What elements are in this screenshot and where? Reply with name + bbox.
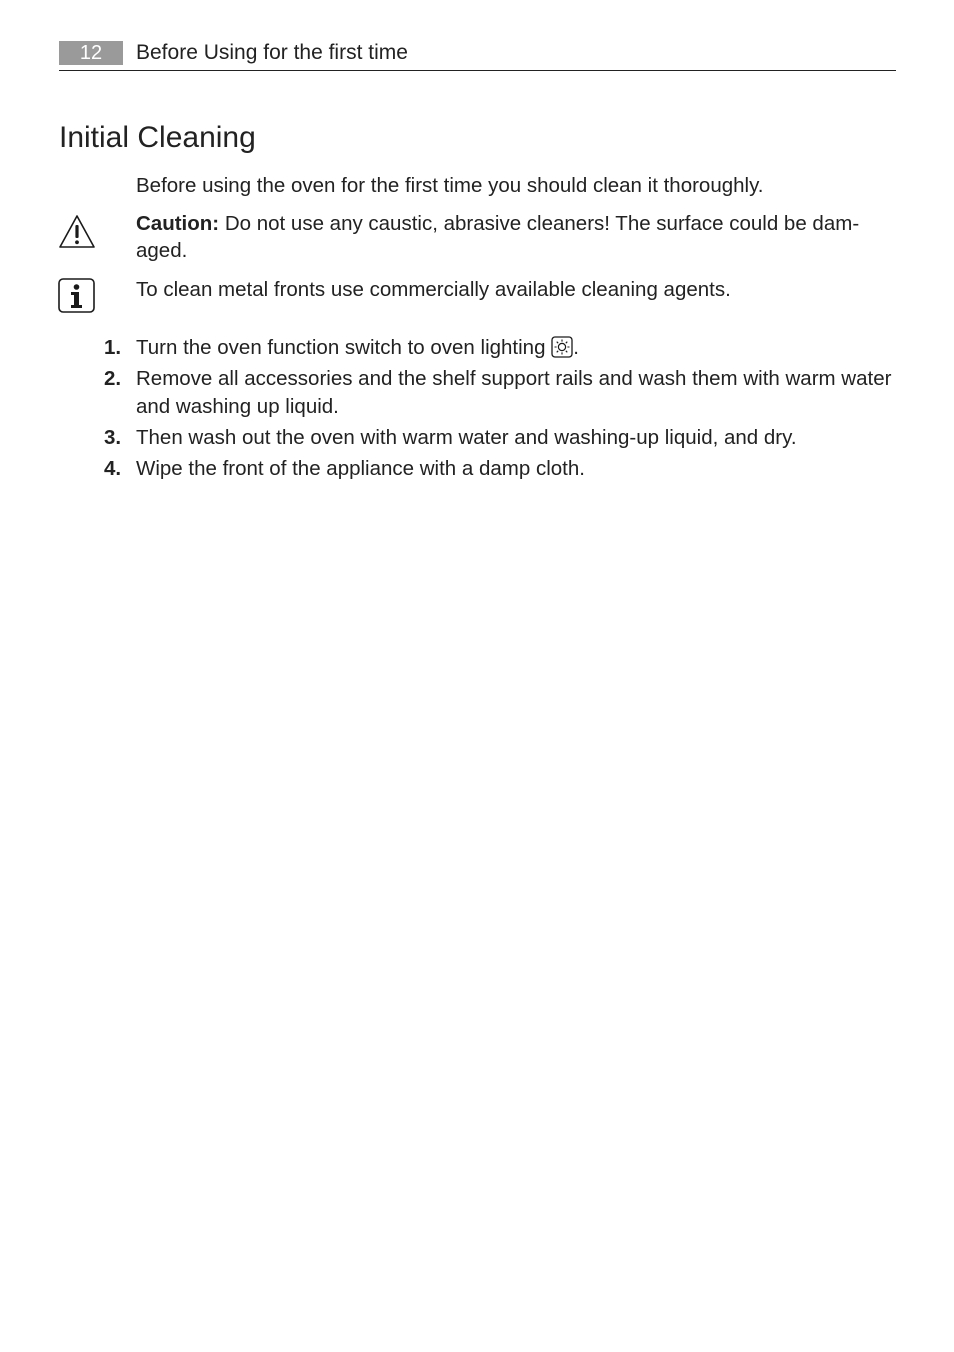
section-title: Before Using for the first time bbox=[136, 41, 408, 64]
info-note: To clean metal fronts use commercially available cleaning agents. bbox=[136, 278, 731, 301]
step-text: Then wash out the oven with warm water and washing-up liquid, and dry. bbox=[136, 426, 797, 449]
step-text: Remove all accessories and the shelf support rails and wash them with warm water and washing up liquid. bbox=[136, 367, 892, 418]
caution-note bbox=[136, 210, 896, 264]
step-text: Wipe the front of the appliance with a damp cloth. bbox=[136, 457, 585, 480]
warning-triangle-icon bbox=[58, 214, 96, 250]
page-title: Initial Cleaning bbox=[59, 121, 256, 154]
page-number: 12 bbox=[59, 41, 123, 65]
step-text: Turn the oven function switch to oven lighting bbox=[136, 336, 552, 359]
step-number: 2. bbox=[104, 367, 122, 390]
step-number: 4. bbox=[104, 457, 122, 480]
step-item bbox=[100, 334, 896, 362]
step-number: 3. bbox=[104, 426, 122, 449]
info-icon bbox=[58, 278, 96, 314]
caution-label: Caution: bbox=[136, 212, 220, 235]
step-item bbox=[100, 455, 896, 483]
intro-paragraph: Before using the oven for the first time you should clean it thoroughly. bbox=[136, 174, 764, 197]
cleaning-steps bbox=[100, 334, 896, 486]
step-item bbox=[100, 424, 896, 452]
step-suffix: . bbox=[573, 336, 579, 359]
caution-text: Do not use any caustic, abrasive cleaners! The surface could be dam-aged. bbox=[136, 212, 860, 262]
step-item bbox=[100, 365, 896, 421]
oven-lighting-icon bbox=[551, 336, 573, 358]
page-header bbox=[59, 40, 896, 71]
step-number: 1. bbox=[104, 336, 122, 359]
